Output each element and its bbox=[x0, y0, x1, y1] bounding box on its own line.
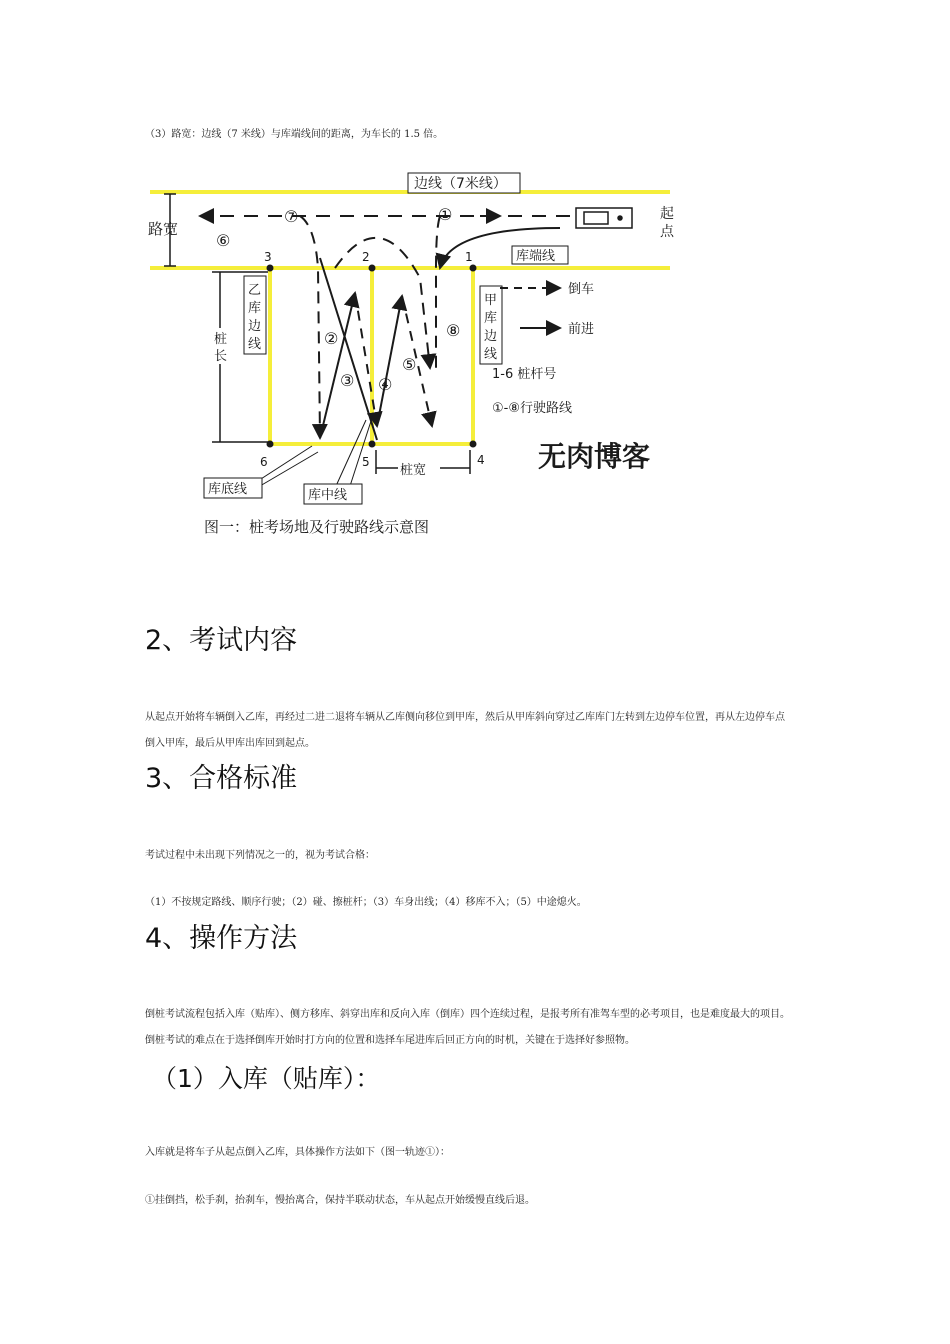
pile-label-3: 3 bbox=[264, 250, 272, 264]
route-label-5: ⑤ bbox=[402, 355, 417, 374]
subsection-1-heading: （1）入库（贴库）： bbox=[152, 1064, 381, 1093]
legend-forward: 前进 bbox=[568, 322, 595, 337]
legend-reverse: 倒车 bbox=[568, 282, 595, 297]
pile-test-diagram bbox=[140, 168, 700, 548]
route-4-forward bbox=[377, 296, 402, 426]
svg-text:线: 线 bbox=[484, 347, 498, 362]
svg-text:长: 长 bbox=[214, 349, 228, 364]
pile-label-6: 6 bbox=[260, 455, 268, 469]
start-point-label-2: 点 bbox=[660, 224, 674, 240]
route-label-6: ⑥ bbox=[216, 231, 231, 250]
side-line-label: 边线（7米线） bbox=[414, 176, 507, 192]
pile-label-2: 2 bbox=[362, 250, 370, 264]
road-width-label: 路宽 bbox=[148, 220, 179, 238]
section-4-para-1: 倒桩考试流程包括入库（贴库）、侧方移库、斜穿出库和反向入库（倒库）四个连续过程，是报考所有准驾车型的必考项目，也是难度最大的项目。 bbox=[145, 1009, 790, 1020]
svg-text:甲: 甲 bbox=[484, 293, 498, 308]
pile-width-label: 桩宽 bbox=[400, 463, 427, 478]
svg-text:库: 库 bbox=[248, 301, 262, 316]
figure-caption: 图一：桩考场地及行驶路线示意图 bbox=[204, 518, 430, 536]
pile-label-5: 5 bbox=[362, 455, 370, 469]
section-2-para-2: 倒入甲库，最后从甲库出库回到起点。 bbox=[145, 738, 315, 749]
diagonal-exit bbox=[320, 258, 377, 440]
pile-label-1: 1 bbox=[465, 250, 473, 264]
section-3-para-1: 考试过程中未出现下列情况之一的，视为考试合格： bbox=[145, 850, 375, 861]
section-4-para-2: 倒桩考试的难点在于选择倒库开始时打方向的位置和选择车尾进库后回正方向的时机，关键在于选择好参照物。 bbox=[145, 1035, 635, 1046]
svg-text:线: 线 bbox=[248, 337, 262, 352]
section-3-heading: 3、合格标准 bbox=[145, 763, 298, 794]
route-8-path bbox=[436, 216, 440, 370]
watermark-text: 无肉博客 bbox=[538, 440, 651, 473]
section-3-para-2: （1）不按规定路线、顺序行驶；（2）碰、擦桩杆；（3）车身出线；（4）移库不入；（5）中途熄火。 bbox=[145, 897, 587, 908]
svg-text:边: 边 bbox=[484, 329, 498, 344]
svg-text:边: 边 bbox=[248, 319, 262, 334]
start-point-label-1: 起 bbox=[660, 206, 674, 222]
route-label-7: ⑦ bbox=[284, 207, 299, 226]
route-label-4: ④ bbox=[378, 375, 393, 394]
route-label-1: ① bbox=[438, 205, 453, 224]
legend-pile-numbers: 1-6 桩杆号 bbox=[492, 367, 557, 382]
svg-text:乙: 乙 bbox=[248, 283, 262, 298]
section-4-heading: 4、操作方法 bbox=[145, 923, 298, 954]
subsection-1-para-2: ①挂倒挡，松手刹，抬刹车，慢抬离合，保持半联动状态，车从起点开始缓慢直线后退。 bbox=[145, 1195, 535, 1206]
pile-label-4: 4 bbox=[477, 453, 485, 467]
depot-bottom-line-label: 库底线 bbox=[208, 482, 248, 497]
depot-center-line-label: 库中线 bbox=[308, 488, 348, 503]
route-2-path bbox=[300, 216, 320, 438]
route-label-3: ③ bbox=[340, 371, 355, 390]
legend-routes: ①-⑧行驶路线 bbox=[492, 401, 572, 416]
intro-paragraph: （3）路宽：边线（7 米线）与库端线间的距离，为车长的 1.5 倍。 bbox=[145, 129, 444, 140]
depot-end-line-label: 库端线 bbox=[516, 249, 556, 264]
yellow-lines bbox=[150, 192, 670, 444]
section-2-para-1: 从起点开始将车辆倒入乙库，再经过二进二退将车辆从乙库侧向移位到甲库，然后从甲库斜向穿过乙库库门左转到左边停车位置，再从左边停车点 bbox=[145, 712, 785, 723]
route-label-8: ⑧ bbox=[446, 321, 461, 340]
route-label-2: ② bbox=[324, 329, 339, 348]
svg-text:库: 库 bbox=[484, 311, 498, 326]
section-2-heading: 2、考试内容 bbox=[145, 625, 298, 656]
car-icon bbox=[576, 208, 632, 228]
subsection-1-para-1: 入库就是将车子从起点倒入乙库，具体操作方法如下（图一轨迹①）： bbox=[145, 1147, 450, 1158]
svg-text:桩: 桩 bbox=[214, 332, 228, 347]
